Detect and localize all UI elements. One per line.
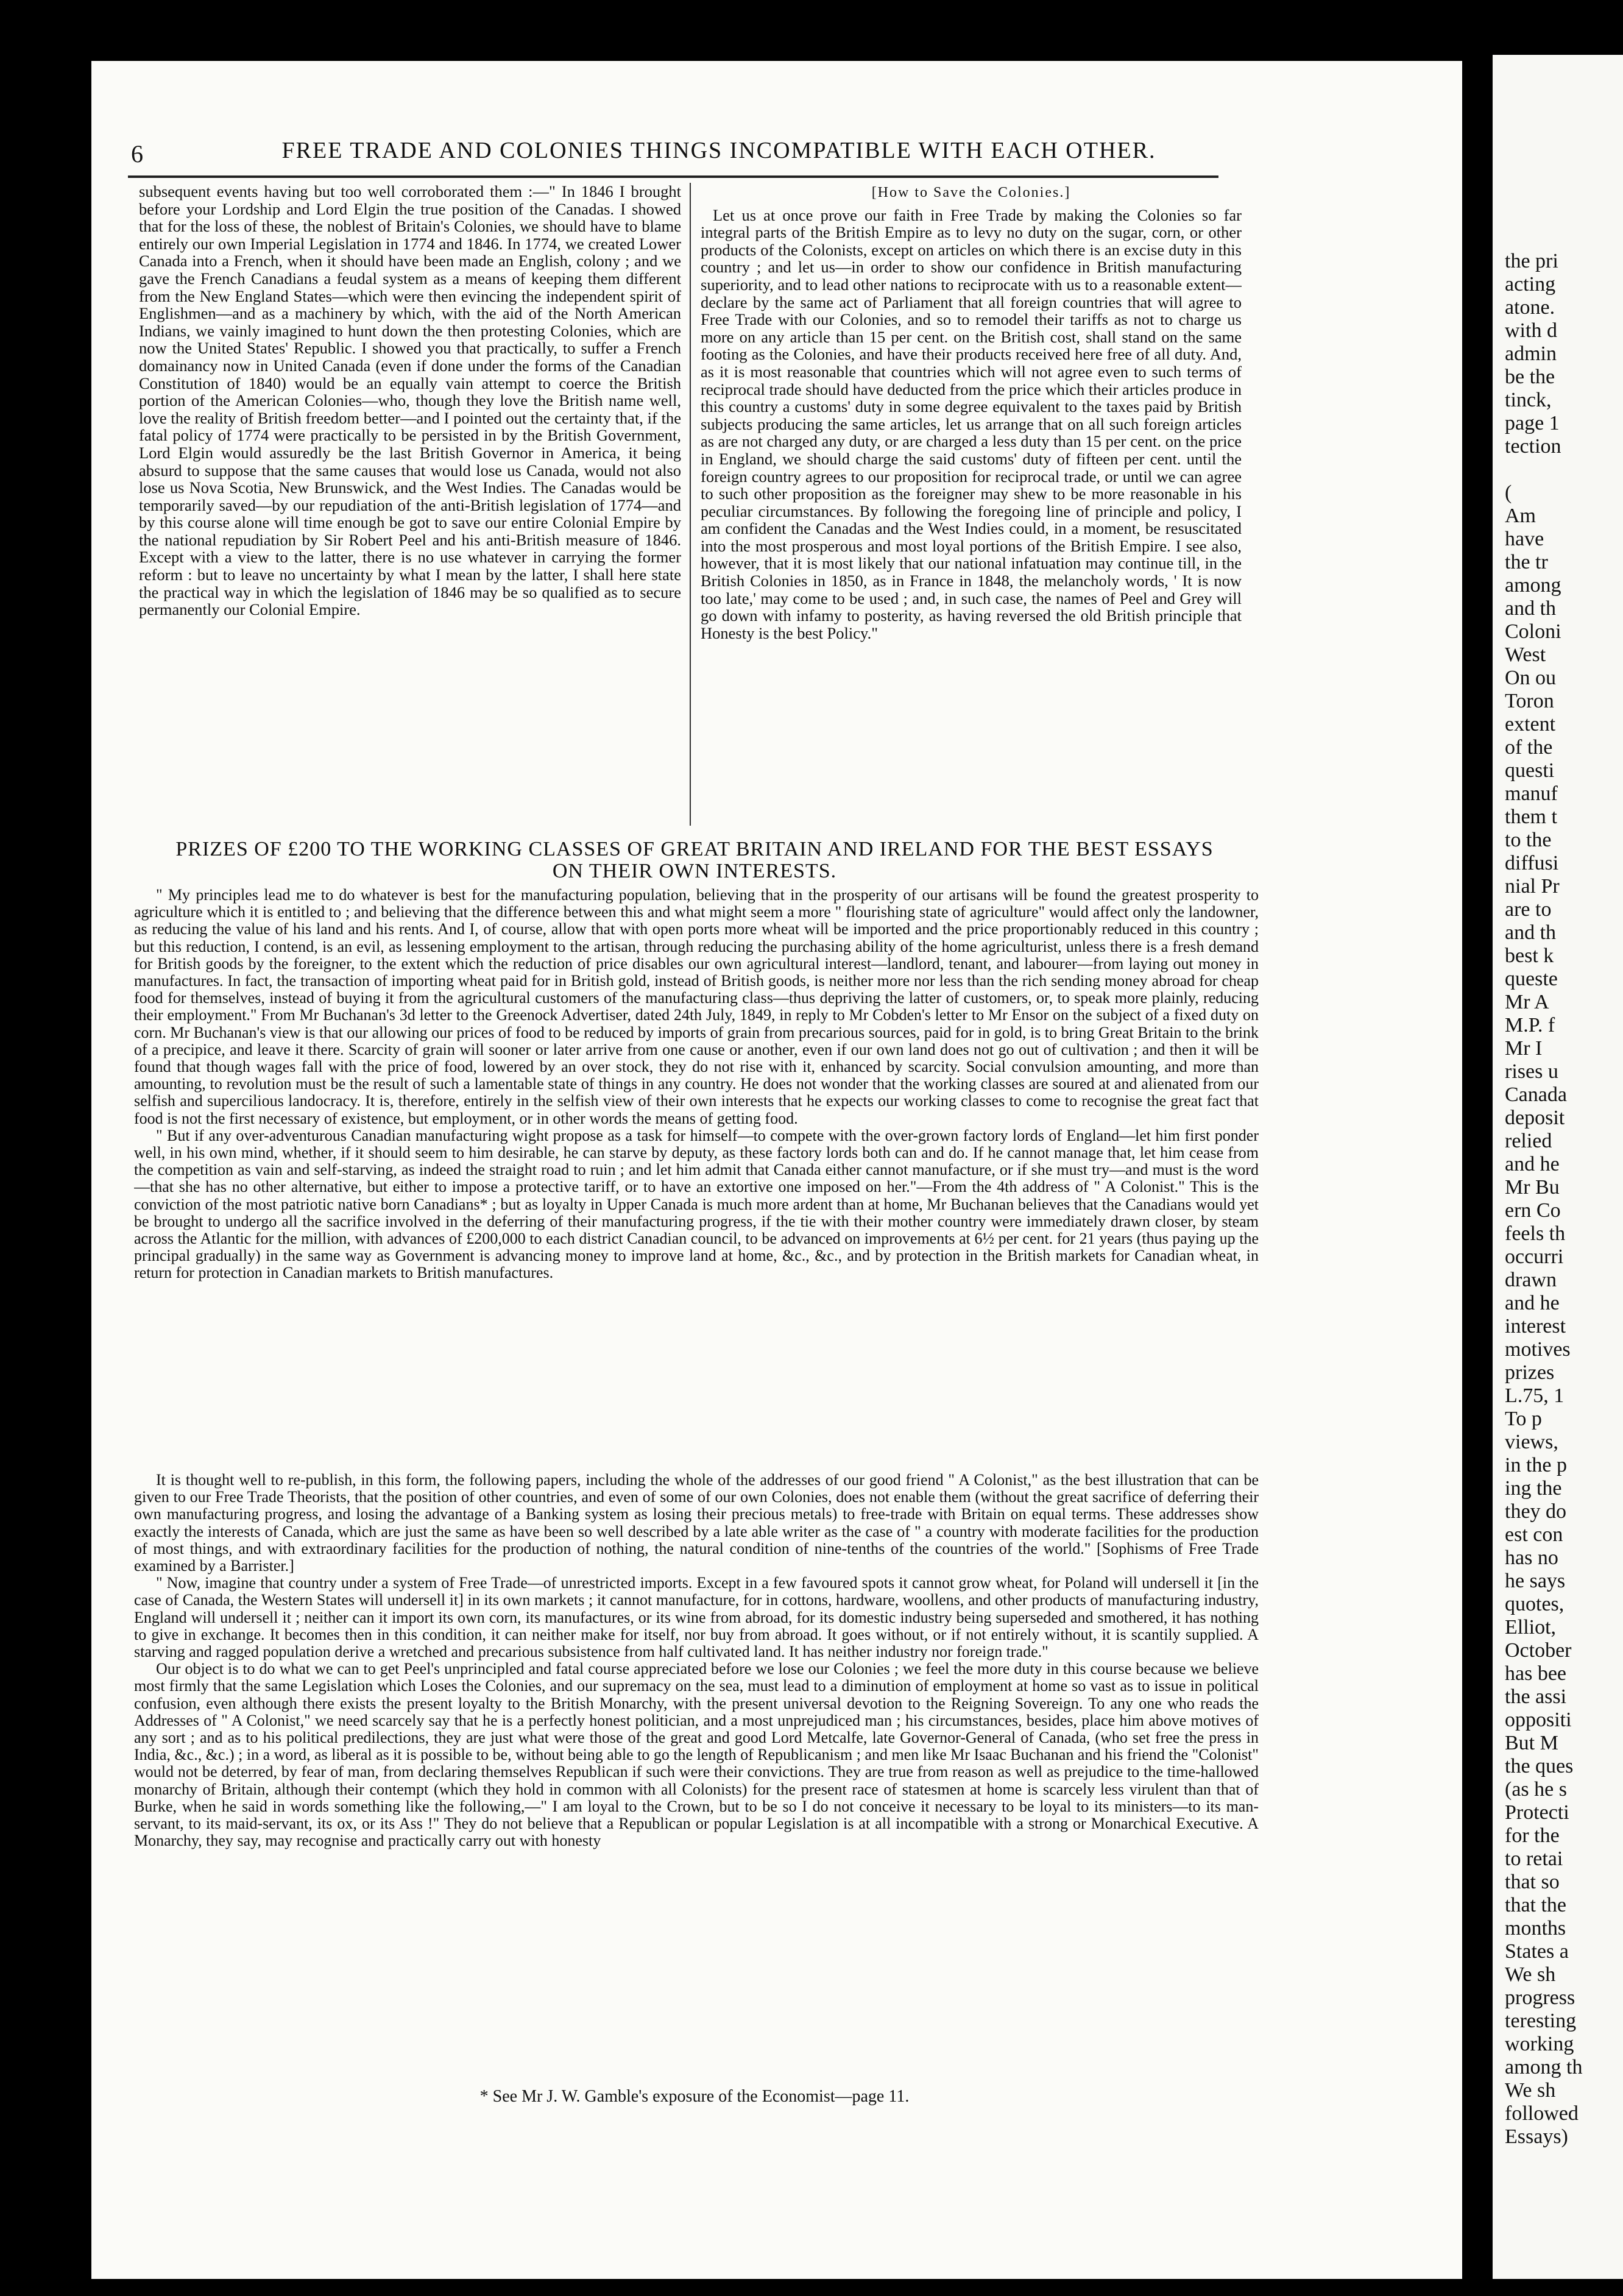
- right-page-line: months: [1505, 1917, 1566, 1940]
- right-page-line: the ques: [1505, 1755, 1574, 1777]
- right-page-line: acting: [1505, 273, 1556, 296]
- running-head: FREE TRADE AND COLONIES THINGS INCOMPATIBLE WITH EACH OTHER.: [281, 138, 1156, 163]
- right-page-line: States a: [1505, 1940, 1569, 1963]
- right-page-text: [1493, 250, 1623, 2149]
- right-page-line: has bee: [1505, 1662, 1567, 1685]
- right-page-line: them t: [1505, 806, 1557, 828]
- prizes-body-upper: [134, 887, 1259, 1465]
- right-page-edge: [1493, 55, 1623, 2279]
- right-page-line: motives: [1505, 1338, 1571, 1361]
- right-page-line: relied: [1505, 1130, 1552, 1152]
- right-page-line: they do: [1505, 1500, 1567, 1523]
- right-page-line: manuf: [1505, 782, 1558, 805]
- paragraph-3: It is thought well to re-publish, in this form, the following papers, including the whole of the addresses of our good friend " A Colonist," as the best illustration that can be given to our Free Trade Theorists, that the position of other countries, and even of some of our own Colonies, does not enable them (without the great sacrifice of deferring their own manufacturing progress, and losing the advantage of a Banking system as losing their precious metals) to free-trade with Britain on equal terms. These addresses show exactly the interests of Canada, which are just the same as have been so well described by a late able writer as the case of " a country with moderate facilities for the production of most things, and with extraordinary facilities for the production of nothing, the natural condition of nine-tenths of the countries of the world." [Sophisms of Free Trade examined by a Barrister.]: [134, 1472, 1259, 1575]
- prizes-body-lower: [134, 1472, 1259, 2081]
- right-page-line: We sh: [1505, 2079, 1556, 2102]
- right-page-line: the pri: [1505, 250, 1558, 272]
- right-page-line: are to: [1505, 898, 1552, 921]
- right-page-line: tinck,: [1505, 389, 1552, 411]
- right-page-line: To p: [1505, 1408, 1542, 1430]
- right-page-line: nial Pr: [1505, 875, 1560, 898]
- prizes-title-line2: ON THEIR OWN INTERESTS.: [552, 860, 837, 882]
- right-page-line: ern Co: [1505, 1199, 1561, 1222]
- right-page-line: the tr: [1505, 551, 1548, 573]
- right-page-line: Mr A: [1505, 991, 1549, 1013]
- right-column: [701, 183, 1242, 829]
- right-page-line: But M: [1505, 1732, 1558, 1754]
- paragraph-1: " My principles lead me to do whatever is best for the manufacturing population, believing that in the prosperity of our artisans will be found the greatest prosperity to agriculture which it is entitled to ; and believing that the difference between this and what might seem a more " flourishing state of agriculture" would affect only the landowner, as reducing the value of his land and his rents. And I, of course, allow that with open ports more wheat will be imported and the price proportionably reduced in this country ; but this reduction, I contend, is an evil, as lessening employment to the artisan, through reducing the purchasing ability of the home agriculturist, unless there is a fresh demand for British goods by the foreigner, to the extent which the reduction of price disables our own agricultural interest—landlord, tenant, and labourer—from laying out money in manufactures. In fact, the transaction of importing wheat paid for in British gold, instead of British goods, is neither more nor less than the rich sending money abroad for cheap food for themselves, instead of buying it from the agricultural customers of the manufacturing class—thus depriving the latter of customers, or, to speak more plainly, reducing their employment." From Mr Buchanan's 3d letter to the Greenock Advertiser, dated 24th July, 1849, in reply to Mr Cobden's letter to Mr Ensor on the subject of a fixed duty on corn. Mr Buchanan's view is that our allowing our prices of food to be reduced by imports of grain from precarious sources, paid for in gold, is to bring Great Britain to the brink of a precipice, and leave it there. Scarcity of grain will sooner or later arrive from one cause or another, even if our own land does not go out of cultivation ; and then it will be found that though wages fall with the price of food, lowered by an over stock, they do not rise with it, enhanced by scarcity. Social convulsion amounting, and more than amounting, to revolution must be the result of such a lamentable state of things in any country. He does not wonder that the working classes are soured at and alienated from our selfish and supercilious landocracy. It is, therefore, entirely in the selfish view of their own interests that he expects our working classes to come to recognise the great fact that food is not the first necessary of existence, but employment, or in other words the means of getting food.: [134, 887, 1259, 1127]
- right-page-line: among th: [1505, 2056, 1583, 2078]
- right-page-line: among: [1505, 574, 1561, 597]
- left-column-text: subsequent events having but too well corroborated them :—" In 1846 I brought before your Lordship and Lord Elgin the true position of the Canadas. I showed that for the loss of these, the noblest of Britain's Colonies, we should have to blame entirely our own Imperial Legislation in 1774 and 1846. In 1774, we created Lower Canada into a French, when it should have been made an English, colony ; and we gave the French Canadians a feudal system as a means of keeping them different from the New England States—which were then evincing the independent spirit of Englishmen—and as a machinery by which, with the aid of the North American Indians, we vainly imagined to hunt down the then protesting Colonies, which are now the United States' Republic. I showed you that practically, to suffer a French domainancy now in United Canada (even if done under the forms of the Canadian Constitution of 1840) would be an equally vain attempt to coerce the British portion of the American Colonies—who, though they love the British name well, love the reality of British freedom better—and I pointed out the certainty that, if the fatal policy of 1774 were practically to be persisted in by the British Government, Lord Elgin would assuredly be the last British Governor in America, it being absurd to suppose that the same causes that would lose us Canada, would not also lose us Nova Scotia, New Brunswick, and the West Indies. The Canadas would be temporarily saved—by our repudiation of the anti-British legislation of 1774—and by this course alone will time enough be got to save our entire Colonial Empire by the national repudiation by Sir Robert Peel and his anti-British measure of 1846. Except with a view to the latter, there is no use whatever in carrying the former reform : but to leave no uncertainty by what I mean by the latter, I shall here state the practical way in which the legislation of 1846 may be so qualified as to secure permanently our Colonial Empire.: [139, 183, 681, 619]
- right-page-line: On ou: [1505, 667, 1557, 689]
- right-column-text: Let us at once prove our faith in Free Trade by making the Colonies so far integral parts of the British Empire as to levy no duty on the sugar, corn, or other products of the Colonists, except on articles on which there is an excise duty in this country ; and let us—in order to show our confidence in British manufacturing superiority, and to lead other nations to reciprocate with us to a reasonable extent—declare by the same act of Parliament that all foreign countries that will agree to Free Trade with our Colonies, and so to remodel their tariffs as not to charge us more on any article than 15 per cent. on the British cost, shall stand on the same footing as the Colonies, and have their products received here free of all duty. And, as it is most reasonable that countries which will not agree even to such terms of reciprocal trade should have deducted from the price which their articles produce in this country a customs' duty in some degree equivalent to the taxes paid by British subjects producing the same articles, let us arrange that on all such foreign articles as are not charged any duty, or are charged a less duty than 15 per cent. on the price in England, we should charge the said customs' duty of fifteen per cent. until the foreign country agrees to our proposition for reciprocal trade, or until we can agree to such other proposition as the foreigner may shew to be more reasonable in his peculiar circumstances. By following the foregoing line of principle and policy, I am confident the Canadas and the West Indies could, in a moment, be resuscitated into the most prosperous and most loyal portions of the British Empire. I see also, however, that it is most likely that our national infatuation may continue till, in the British Colonies in 1850, as in France in 1848, the melancholy words, ' It is now too late,' may come to be used ; and, in such case, the names of Peel and Grey will go down with infamy to posterity, as having reversed the old British principle that Honesty is the best Policy.": [701, 205, 1242, 642]
- right-page-line: occurri: [1505, 1245, 1564, 1268]
- right-page-line: Mr I: [1505, 1037, 1543, 1060]
- right-page-line: prizes: [1505, 1361, 1555, 1384]
- right-page-line: page 1: [1505, 412, 1560, 434]
- right-page-line: he says: [1505, 1570, 1566, 1592]
- right-page-line: with d: [1505, 319, 1557, 342]
- right-page-line: tection: [1505, 435, 1561, 458]
- right-page-line: of the: [1505, 736, 1553, 759]
- right-page-line: drawn: [1505, 1269, 1557, 1291]
- right-page-line: Am: [1505, 505, 1536, 527]
- right-page-line: (as he s: [1505, 1778, 1567, 1801]
- right-page-line: Toron: [1505, 690, 1554, 712]
- right-page-line: and he: [1505, 1153, 1560, 1175]
- right-page-line: questi: [1505, 759, 1555, 782]
- header-rule: [128, 175, 1218, 178]
- right-page-line: in the p: [1505, 1454, 1567, 1476]
- right-page-line: have: [1505, 528, 1544, 550]
- right-page-line: views,: [1505, 1431, 1558, 1453]
- right-page-line: Elliot,: [1505, 1616, 1557, 1639]
- prizes-title: [134, 838, 1255, 882]
- right-page-line: Essays): [1505, 2125, 1568, 2148]
- right-page-line: feels th: [1505, 1222, 1566, 1245]
- right-page-line: progress: [1505, 1986, 1575, 2009]
- right-page-line: queste: [1505, 968, 1558, 990]
- right-page-line: admin: [1505, 342, 1557, 365]
- right-page-line: Mr Bu: [1505, 1176, 1560, 1199]
- right-page-line: has no: [1505, 1547, 1558, 1569]
- page-header: [131, 131, 1246, 174]
- page-number: 6: [131, 140, 143, 168]
- right-page-line: (: [1505, 481, 1512, 504]
- right-page-line: [1493, 458, 1623, 481]
- right-page-line: Canada: [1505, 1083, 1567, 1106]
- right-page-line: that so: [1505, 1871, 1560, 1893]
- right-page-line: and he: [1505, 1292, 1560, 1314]
- right-page-line: deposit: [1505, 1107, 1565, 1129]
- right-page-line: the assi: [1505, 1685, 1567, 1708]
- right-page-line: teresting: [1505, 2010, 1577, 2032]
- right-page-line: ing the: [1505, 1477, 1562, 1500]
- section-heading: [How to Save the Colonies.]: [871, 185, 1071, 200]
- right-page-line: be the: [1505, 366, 1555, 388]
- right-page-line: and th: [1505, 597, 1557, 620]
- right-page-line: best k: [1505, 944, 1554, 967]
- right-page-line: Coloni: [1505, 620, 1561, 643]
- right-page-line: October: [1505, 1639, 1572, 1662]
- right-page-line: followed: [1505, 2102, 1579, 2125]
- right-page-line: for the: [1505, 1824, 1560, 1847]
- right-page-line: M.P. f: [1505, 1014, 1555, 1036]
- right-page-line: oppositi: [1505, 1709, 1572, 1731]
- right-page-line: atone.: [1505, 296, 1555, 319]
- column-divider: [690, 183, 691, 826]
- paragraph-5: Our object is to do what we can to get Peel's unprincipled and fatal course appreciated before we lose our Colonies ; we feel the more duty in this course because we believe most firmly that the same Legislation which Loses the Colonies, and our supremacy on the sea, must lead to a diminution of employment at home so vast as to issue in political confusion, even although there exists the present loyalty to the British Monarchy, with the present universal devotion to the Reigning Sovereign. To any one who reads the Addresses of " A Colonist," we need scarcely say that he is a perfectly honest politician, and a most unprejudiced man ; his circumstances, besides, place him above motives of any sort ; and as to his political predilections, they are just what were those of the great and good Lord Metcalfe, late Governor-General of Canada, (who set free the press in India, &c., &c.) ; in a word, as liberal as it is possible to be, without being able to go the length of Republicanism ; and men like Mr Isaac Buchanan and his friend the "Colonist" would not be deterred, by fear of man, from declaring themselves Republican if such were their convictions. They are true from reason as well as prejudice to the time-hallowed monarchy of Britain, although their contempt (which they hold in common with all Colonists) for the present race of statesmen at home is scarcely less virulent than that of Burke, when he said in words something like the following,—" I am loyal to the Crown, but to be so I do not conceive it necessary to be loyal to its ministers—to its man-servant, to its maid-servant, its ox, or its Ass !" They do not believe that a Republican or popular Legislation is at all incompatible with a strong or Monarchical Executive. A Monarchy, they say, may recognise and practically carry out with honesty: [134, 1660, 1259, 1850]
- right-page-line: extent: [1505, 713, 1556, 735]
- right-page-line: to retai: [1505, 1848, 1563, 1870]
- right-page-line: est con: [1505, 1523, 1563, 1546]
- footnote: * See Mr J. W. Gamble's exposure of the Economist—page 11.: [479, 2087, 910, 2106]
- right-page-line: diffusi: [1505, 852, 1559, 874]
- paragraph-4: " Now, imagine that country under a system of Free Trade—of unrestricted imports. Except in a few favoured spots it cannot grow wheat, for Poland will undersell it [in the case of Canada, the Western States will undersell it] in its own markets ; it cannot manufacture, for in cottons, hardware, woollens, and other products of manufacturing industry, England will undersell it ; neither can it import its own corn, its manufactures, or its wine from abroad, for its domestic industry being superseded and smothered, it has nothing to give in exchange. It becomes then in this condition, it can neither make for itself, nor buy from abroad. It goes without, or if not entirely without, it is scantily supplied. A starving and ragged population derive a wretched and precarious subsistence from half cultivated land. It has neither industry nor foreign trade.": [134, 1574, 1259, 1661]
- right-page-line: L.75, 1: [1505, 1384, 1565, 1407]
- right-page-line: interest: [1505, 1315, 1566, 1338]
- right-page-line: quotes,: [1505, 1593, 1565, 1615]
- left-column: [139, 183, 681, 829]
- right-page-line: rises u: [1505, 1060, 1558, 1083]
- prizes-title-line1: PRIZES OF £200 TO THE WORKING CLASSES OF GREAT BRITAIN AND IRELAND FOR THE BEST ESSAYS: [175, 838, 1214, 860]
- paragraph-2: " But if any over-adventurous Canadian manufacturing wight propose as a task for himself—to compete with the over-grown factory lords of England—let him first ponder well, in his own mind, whether, if it should seem to him desirable, he can starve by deputy, as these factory lords both can and do. If he cannot manage that, let him cease from the competition as vain and self-starving, as indeed the straight road to ruin ; and let him admit that Canada either cannot manufacture, or if she must try—and must is the word—that she has no other alternative, but either to impose a protective tariff, or to have an extortive one imposed on her."—From the 4th address of " A Colonist." This is the conviction of the most patriotic native born Canadians* ; but as loyalty in Upper Canada is much more ardent than at home, Mr Buchanan believes that the Canadians would yet be brought to undergo all the sacrifice involved in the deferring of their manufacturing progress, if the tie with their mother country were immediately drawn closer, by steam across the Atlantic for the million, with advances of £200,000 to each district Canadian council, to be advanced on improvements at 6½ per cent. for 21 years (thus paying up the principal gradually) in the same way as Government is advancing money to improve land at home, &c., &c., and by protection in the British markets for Canadian wheat, in return for protection in Canadian markets to British manufactures.: [134, 1126, 1259, 1282]
- right-page-line: that the: [1505, 1894, 1567, 1916]
- right-page-line: Protecti: [1505, 1801, 1569, 1824]
- right-page-line: to the: [1505, 829, 1552, 851]
- right-page-line: and th: [1505, 921, 1557, 944]
- right-page-line: We sh: [1505, 1963, 1556, 1986]
- right-page-line: working: [1505, 2033, 1574, 2055]
- right-page-line: West: [1505, 643, 1546, 666]
